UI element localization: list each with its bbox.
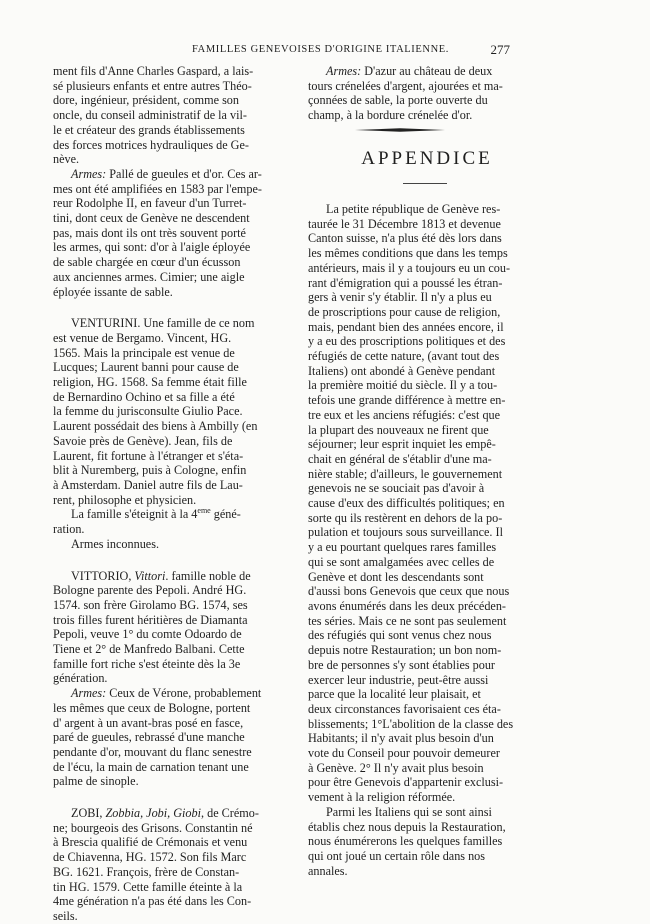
entry-venturini — [53, 316, 294, 551]
appendix-paragraph-2 — [308, 805, 546, 879]
text-line: de proscriptions pour cause de religion, — [308, 304, 501, 319]
text-line: de l'écu, la main de carnation tenant une — [53, 759, 249, 774]
text-line: tefois une grande différence à mettre en- — [308, 393, 506, 408]
text-line: rent, philosophe et physicien. — [53, 492, 197, 507]
text-line: dore, ingénieur, président, comme son — [53, 93, 239, 108]
text-line: seils. — [53, 908, 78, 923]
text-line: Pepoli, veuve 1° du comte Odoardo de — [53, 627, 242, 642]
text-line: palme de sinople. — [53, 774, 139, 789]
text-line: genevois ne se souciait pas d'avoir à — [308, 481, 485, 496]
text-line: sorte qu ils restèrent en dehors de la po- — [308, 510, 503, 525]
text-line: séjourner; leur esprit inquiet les empê- — [308, 437, 496, 452]
text-line: antérieurs, mais il y a toujours eu un cou- — [308, 260, 511, 275]
divider — [403, 183, 447, 184]
entry-heading-line: ZOBI, Zobbia, Jobi, Giobi, de Crémo- — [71, 806, 259, 821]
text-line: à Genève. 2° Il n'y avait plus besoin — [308, 760, 484, 775]
text-line: champ, à la bordure crénelée d'or. — [308, 108, 473, 123]
entry-heading-line: VITTORIO, Vittori. famille noble de — [71, 568, 251, 583]
appendix-body — [308, 202, 546, 878]
page-number: 277 — [490, 42, 510, 57]
text-line: d'aussi bons Genevois que ceux que nous — [308, 584, 510, 599]
armes-label: Armes: — [71, 166, 107, 181]
text-line: à Brescia qualifié de Crémonais et venu — [53, 835, 248, 850]
text-line: La petite république de Genève res- — [326, 202, 501, 216]
text-line: paré de gueules, rebrassé d'une manche — [53, 730, 245, 745]
text-line: réfugiés de cette nature, (avant tout des — [308, 349, 500, 364]
text-line: blissements; 1°L'abolition de la classe des — [308, 716, 514, 731]
text-line: cause d'eux des difficultés politiques; en — [308, 496, 505, 511]
entry-vittorio — [53, 569, 294, 790]
text-line: la femme du jurisconsulte Giulio Pace. — [53, 404, 243, 419]
text-line: Armes inconnues. — [71, 536, 160, 551]
text-line: parce que la localité leur plaisait, et — [308, 687, 481, 702]
text-line: des forces motrices hydrauliques de Ge- — [53, 137, 249, 152]
text-line: ne; bourgeois des Grisons. Constantin né — [53, 820, 253, 835]
text-line: qui se sont amalgamées avec celles de — [308, 554, 495, 569]
text-line: de Bernardino Ochino et sa fille a été — [53, 389, 235, 404]
text-line: trois filles furent héritières de Diamanta — [53, 612, 248, 627]
text-line: les mêmes que ceux de Bologne, portent — [53, 700, 251, 715]
text-line: la plupart des nouveaux ne firent que — [308, 422, 489, 437]
text-line: Savoie près de Genève). Jean, fils de — [53, 433, 233, 448]
text-line: bre de personnes s'y sont établies pour — [308, 657, 495, 672]
text-line: oncle, du conseil administratif de la vil- — [53, 108, 247, 123]
appendix-paragraph-1 — [308, 202, 546, 805]
text-line: vote du Conseil pour pouvoir demeurer — [308, 746, 500, 761]
text-line: blit à Nuremberg, puis à Cologne, enfin — [53, 463, 247, 478]
text-line: La famille s'éteignit à la 4eme géné- — [71, 506, 241, 522]
text-line: Armes: Pallé de gueules et d'or. Ces ar- — [71, 166, 262, 181]
text-line: Genève et dont les descendants sont — [308, 569, 484, 584]
text-line: mes ont été amplifiées en 1583 par l'empe- — [53, 181, 262, 196]
text-line: Armes: D'azur au château de deux — [326, 64, 493, 78]
text-line: tini, dont ceux de Genève ne descendent — [53, 211, 250, 226]
text-line: reur Rodolphe II, en faveur d'un Turret- — [53, 196, 247, 211]
text-line: mais, pendant bien des années encore, il — [308, 319, 504, 334]
text-line: 1574. son frère Girolamo BG. 1574, ses — [53, 597, 248, 612]
text-line: annales. — [308, 863, 348, 878]
text-line: tin HG. 1579. Cette famille éteinte à la — [53, 879, 243, 894]
text-line: les armes, qui sont: d'or à l'aigle éployée — [53, 240, 251, 255]
text-line: avons énumérés dans les deux précéden- — [308, 598, 506, 613]
text-line: sé plusieurs enfants et entre autres Théo- — [53, 78, 252, 93]
text-line: des réfugiés qui sont venus chez nous — [308, 628, 492, 643]
text-line: la première moitié du siècle. Il y a tou- — [308, 378, 498, 393]
text-line: 4me génération n'a pas été dans les Con- — [53, 894, 252, 909]
text-line: le et créateur des grands établissements — [53, 122, 245, 137]
text-line: de Chiavenna, HG. 1572. Son fils Marc — [53, 850, 247, 865]
turrettini-armes — [53, 167, 294, 299]
text-line: deux circonstances favorisaient ces éta- — [308, 701, 501, 716]
text-line: Laurent, fit fortune à l'étranger et s'éta- — [53, 448, 244, 463]
text-line: Tiene et 2° de Manfredo Balbani. Cette — [53, 642, 245, 657]
text-line: y a eu pourtant quelques rares familles — [308, 540, 497, 555]
text-line: éployée issante de sable. — [53, 284, 173, 299]
text-line: y a eu des proscriptions politiques et des — [308, 334, 506, 349]
ornamental-rule — [355, 128, 445, 132]
text-line: Parmi les Italiens qui se sont ainsi — [326, 804, 492, 819]
text-line: est venue de Bergamo. Vincent, HG. — [53, 330, 232, 345]
text-line: aux anciennes armes. Cimier; une aigle — [53, 269, 245, 284]
text-line: pas, mais dont ils ont très souvent porté — [53, 225, 246, 240]
text-line: rant d'émigration qui a poussé les étran- — [308, 275, 503, 290]
text-line: de sable chargée en cœur d'un écusson — [53, 255, 241, 270]
turrettini-continuation — [53, 64, 294, 167]
text-line: Canton suisse, n'a plus été dès lors dans — [308, 231, 502, 246]
text-line: 1565. Mais la principale est venue de — [53, 345, 235, 360]
text-line: tours crénelées d'argent, ajourées et ma- — [308, 78, 503, 93]
text-line: vement à la religion réformée. — [308, 790, 456, 805]
text-line: Lucques; Laurent banni pour cause de — [53, 360, 239, 375]
text-line: tes séries. Mais ce ne sont pas seulement — [308, 613, 507, 628]
text-line: exercer leur industrie, peut-être aussi — [308, 672, 489, 687]
text-line: les mêmes conditions que dans les temps — [308, 246, 508, 261]
text-line: Armes: Ceux de Vérone, probablement — [71, 686, 262, 701]
text-line: tre eux et les anciens réfugiés: c'est que — [308, 407, 501, 422]
text-line: qui ont joué un certain rôle dans nos — [308, 848, 486, 863]
text-line: depuis notre Restauration; un bon nom- — [308, 643, 502, 658]
text-line: à Amsterdam. Daniel autre fils de Lau- — [53, 477, 243, 492]
text-line: Italiens) ont abondé à Genève pendant — [308, 363, 496, 378]
text-line: établis chez nous depuis la Restauration, — [308, 819, 506, 834]
text-line: gers à venir s'y établir. Il n'y a plus eu — [308, 290, 492, 305]
left-column — [53, 64, 294, 924]
text-line: génération. — [53, 671, 108, 686]
text-line: ration. — [53, 522, 85, 537]
text-line: pulation et toujours sous surveillance. Il — [308, 525, 503, 540]
text-line: BG. 1621. François, frère de Constan- — [53, 864, 240, 879]
section-title: APPENDICE — [361, 148, 493, 169]
running-header: FAMILLES GENEVOISES D'ORIGINE ITALIENNE. — [192, 44, 449, 55]
text-line: nève. — [53, 152, 80, 167]
text-line: ment fils d'Anne Charles Gaspard, a lais- — [53, 64, 254, 78]
text-line: pendante d'or, mouvant du flanc senestre — [53, 744, 252, 759]
entry-heading-line: VENTURINI. Une famille de ce nom — [71, 316, 255, 331]
text-line: nière stable; d'ailleurs, le gouvernement — [308, 466, 503, 481]
text-line: Habitants; il n'y avait plus besoin d'un — [308, 731, 494, 746]
text-line: d' argent à un avant-bras posé en fasce, — [53, 715, 244, 730]
right-column-top — [308, 64, 546, 123]
text-line: chait en général de s'établir d'une ma- — [308, 451, 492, 466]
text-line: famille fort riche s'est éteinte dès la 3e — [53, 656, 241, 671]
text-line: Bologne parente des Pepoli. André HG. — [53, 583, 247, 598]
text-line: çonnées de sable, la porte ouverte du — [308, 93, 488, 108]
text-line: taurée le 31 Décembre 1813 et devenue — [308, 216, 501, 231]
text-line: Laurent possédait des biens à Ambilly (en — [53, 419, 258, 434]
entry-zobi — [53, 806, 294, 924]
text-line: religion, HG. 1568. Sa femme était fille — [53, 375, 247, 390]
text-line: pour être Genevois d'appartenir exclusi- — [308, 775, 504, 790]
text-line: nous énumérerons les quelques familles — [308, 834, 503, 849]
